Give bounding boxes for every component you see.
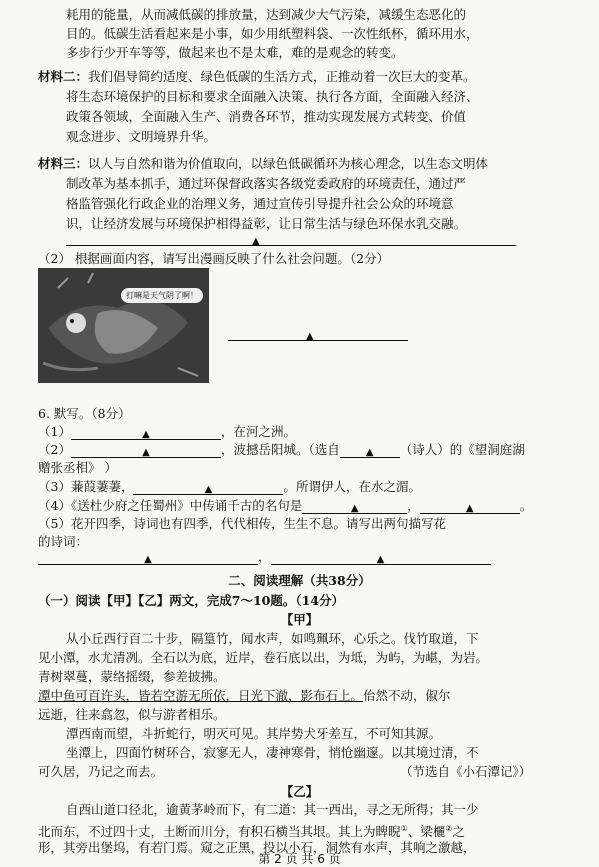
q6-4-row bbox=[38, 497, 532, 514]
yi-line-3: 形，其旁出堡坞，有若门焉。窥之正黑，投以小石，洞然有水声，其响之激越， bbox=[38, 840, 476, 855]
jia-line-3: 青树翠蔓，蒙络摇缀，参差披拂。 bbox=[38, 669, 226, 684]
material2-line-4: 观念进步、文明境界升华。 bbox=[66, 129, 217, 144]
answer-blank-q6-2-poet[interactable]: ▲ bbox=[340, 443, 400, 458]
yi-line-1: 自西山道口径北，逾黄茅岭而下，有二道：其一西出，寻之无所得；其一少 bbox=[66, 802, 479, 817]
section2-title: 二、阅读理解（共38分） bbox=[228, 573, 371, 588]
jia-line-7: 坐潭上，四面竹树环合，寂寥无人，凄神寒骨，悄怆幽邃。以其境过清，不 bbox=[66, 745, 479, 760]
material2-label: 材料二： bbox=[38, 69, 89, 84]
jia-line-6: 潭西南而望，斗折蛇行，明灭可见。其岸势犬牙差互，不可知其源。 bbox=[66, 726, 442, 741]
q6-2-text-2: （诗人）的《望洞庭湖 bbox=[399, 442, 525, 457]
jia-underlined-sentence: 潭中鱼可百许头，皆若空游无所依，日光下澈，影布石上。 bbox=[38, 688, 364, 703]
q6-1-row bbox=[38, 423, 296, 440]
cartoon-speech-bubble: 打嘛是天气阴了啊！ bbox=[121, 288, 203, 303]
text-yi-heading: 【乙】 bbox=[280, 784, 319, 799]
q2-prompt: （2） 根据画面内容，请写出漫画反映了什么社会问题。（2分） bbox=[38, 251, 390, 266]
q6-2-row bbox=[38, 441, 525, 458]
jia-line-5: 远逝，往来翕忽，似与游者相乐。 bbox=[38, 707, 226, 722]
q6-5-text: （5）花开四季，诗词也有四季，代代相传，生生不息。请写出两句描写花 bbox=[38, 516, 446, 531]
q6-5-text-2: 的诗词： bbox=[38, 534, 89, 549]
q6-2-continuation: 赠张丞相》 ） bbox=[38, 460, 117, 475]
material2-line-2: 将生态环境保护的目标和要求全面融入决策、执行各方面，全面融入经济、 bbox=[66, 89, 479, 104]
answer-blank-q6-3[interactable]: ▲ bbox=[133, 480, 283, 495]
blank-marker-triangle: ▲ bbox=[252, 236, 260, 247]
jia-line-4 bbox=[38, 687, 451, 704]
blank-marker-triangle: ▲ bbox=[306, 331, 314, 342]
yi-line-2-c: 之 bbox=[452, 824, 465, 840]
q6-5-comma: ， bbox=[258, 549, 271, 564]
cartoon-drawing bbox=[38, 268, 209, 383]
jia-line-4-tail: 佁然不动，俶尔 bbox=[363, 688, 451, 703]
material1-line-3: 多步行少开车等等，做起来也不是太难，难的是观念的转变。 bbox=[66, 45, 404, 60]
text-jia-heading: 【甲】 bbox=[280, 612, 319, 627]
page-footer: 第 2 页 共 6 页 bbox=[258, 852, 341, 866]
section2-subtitle: （一）阅读【甲】【乙】两文，完成7～10题。（14分） bbox=[38, 593, 344, 608]
q6-5-row bbox=[38, 548, 491, 565]
material2-line-3: 政策各领域，全面融入生产、消费各环节，推动实现发展方式转变、价值 bbox=[66, 109, 467, 124]
material3-line-3: 格监管强化行政企业的治理义务，通过宣传引导提升社会公众的环境意 bbox=[66, 196, 454, 211]
answer-blank-q6-2[interactable]: ▲ bbox=[71, 443, 221, 458]
q6-1-number: （1） bbox=[38, 424, 71, 439]
answer-blank-q6-4b[interactable]: ▲ bbox=[420, 499, 520, 514]
answer-blank-q1[interactable] bbox=[66, 245, 516, 246]
material1-line-1: 耗用的能量，从而减低碳的排放量，达到减少大气污染，减缓生态恶化的 bbox=[66, 7, 467, 22]
q6-4-period: 。 bbox=[519, 498, 533, 513]
material3-line-1: 以人与自然和谐为价值取向，以绿色低碳循环为核心理念，以生态文明体 bbox=[88, 156, 489, 171]
jia-line-2: 见小潭，水尤清冽。全石以为底，近岸，卷石底以出，为坻，为屿，为嵁，为岩。 bbox=[38, 650, 489, 665]
q6-2-number: （2） bbox=[38, 442, 71, 457]
yi-line-2: 北而东，不过四十丈，土断而川分，有积石横当其垠。其上为睥睨①、梁欐②之 bbox=[38, 824, 465, 840]
yi-line-2-a: 北而东，不过四十丈，土断而川分，有积石横当其垠。其上为睥睨 bbox=[38, 824, 401, 840]
q6-2-text: ，波撼岳阳城。（选自 bbox=[220, 442, 340, 457]
jia-line-8: 可久居，乃记之而去。 bbox=[38, 764, 164, 779]
q6-3-text: （3）蒹葭萋萋， bbox=[38, 479, 134, 494]
answer-blank-q6-4a[interactable]: ▲ bbox=[302, 499, 407, 514]
answer-blank-q6-1[interactable]: ▲ bbox=[71, 425, 221, 440]
q6-1-text: ，在河之洲。 bbox=[220, 424, 296, 439]
material3-label: 材料三： bbox=[38, 156, 89, 171]
answer-blank-q6-5b[interactable]: ▲ bbox=[271, 550, 491, 565]
material3-line-4: 识，让经济发展与环境保护相得益彰，让日常生活与绿色环保水乳交融。 bbox=[66, 216, 467, 231]
jia-line-1: 从小丘西行百二十步，隔篁竹，闻水声，如鸣珮环，心乐之。伐竹取道，下 bbox=[66, 631, 479, 646]
q6-4-comma: ， bbox=[407, 498, 420, 513]
yi-line-2-b: 、梁欐 bbox=[407, 824, 446, 840]
q6-4-text: （4）《送杜少府之任蜀州》中传诵千古的名句是 bbox=[38, 498, 303, 513]
answer-blank-q2[interactable] bbox=[228, 340, 408, 341]
q6-3-text-2: 。所谓伊人，在水之湄。 bbox=[283, 479, 421, 494]
material3-line-2: 制改革为基本抓手，通过环保督政落实各级党委政府的环境责任，通过严 bbox=[66, 176, 467, 191]
jia-source: （节选自《小石潭记》） bbox=[400, 764, 532, 779]
material1-line-2: 目的。低碳生活看起来是小事，如少用纸塑料袋、一次性纸杯，循环用水， bbox=[66, 26, 479, 41]
answer-blank-q6-5a[interactable]: ▲ bbox=[38, 550, 258, 565]
cartoon-image bbox=[38, 268, 209, 383]
q6-title: 6. 默写。（8分） bbox=[38, 406, 131, 421]
material2-line-1: 我们倡导简约适度、绿色低碳的生活方式，正推动着一次巨大的变革。 bbox=[88, 69, 476, 84]
q6-3-row bbox=[38, 478, 421, 495]
